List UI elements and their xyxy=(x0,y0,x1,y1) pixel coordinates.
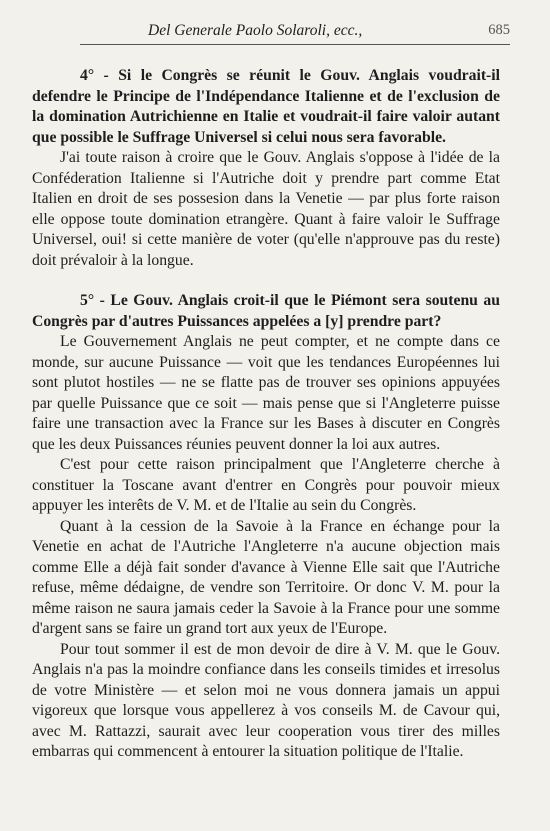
running-title: Del Generale Paolo Solaroli, ecc., xyxy=(148,22,363,39)
answer-5-paragraph-4: Pour tout sommer il est de mon devoir de dire à V. M. que le Gouv. Anglais n'a pas la moindre confiance dans les conseils timides et irresolus de votre Ministère — et selon moi ne vous donnera jamais un appui vigoreux que lorsque vous appellerez à vos conseils M. de Cavour qui, avec M. Rattazzi, saurait avec leur cooperation vous tirer des milles embarras qui commencent à entourer la situation politique de l'Italie. xyxy=(32,640,500,760)
answer-5-paragraph-2: C'est pour cette raison principalment que l'Angleterre cherche à constituer la Toscane avant d'entrer en Congrès pour pouvoir mieux appuyer les interêts de V. M. et de l'Italie au sein du Congrès. xyxy=(32,456,500,514)
question-4: 4° - Si le Congrès se réunit le Gouv. Anglais voudrait-il defendre le Principe de l'Indépendance Italienne et de l'exclusion de la domination Autrichienne en Italie et voudrait-il faire valoir autant que possible le Suffrage Universel si celui nous sera favorable. xyxy=(32,67,500,146)
page-number: 685 xyxy=(488,22,510,38)
answer-4-paragraph: J'ai toute raison à croire que le Gouv. Anglais s'oppose à l'idée de la Conféderation Italienne si l'Autriche doit y prendre part comme Etat Italien en droit de ses possesion dans la Venetie — par plus forte raison elle oppose toute domination etrangère. Quant à faire valoir le Suffrage Universel, oui! si cette manière de voter (qu'elle n'approuve pas du reste) doit prévaloir à la longue. xyxy=(32,149,500,269)
answer-5-paragraph-1: Le Gouvernement Anglais ne peut compter, et ne compte dans ce monde, sur aucune Puissance — voit que les tendances Européennes lui sont plutot hostiles — ne se flatte pas de trouver ses opinions appuyées par quelle Puissance que ce soit — mais pense que si l'Angleterre puisse faire une transaction avec la France sur les Bases à discuter en Congrès que les deux Puissances réunies peuvent donner la loi aux autres. xyxy=(32,333,500,453)
page-header xyxy=(80,20,510,42)
header-rule xyxy=(80,44,510,45)
question-5: 5° - Le Gouv. Anglais croit-il que le Piémont sera soutenu au Congrès par d'autres Puissances appelées a [y] prendre part? xyxy=(32,292,500,330)
body-text xyxy=(32,66,500,763)
answer-5-paragraph-3: Quant à la cession de la Savoie à la France en échange pour la Venetie en achat de l'Autriche l'Angleterre n'a aucune objection mais comme Elle a déjà fait sonder d'avance à Vienne Elle sait que l'Autriche refuse, même dédaigne, de vendre son Territoire. Or donc V. M. pour la même raison ne saura jamais ceder la Savoie à la France pour une somme d'argent sans se faire un grand tort aux yeux de l'Europe. xyxy=(32,517,500,637)
